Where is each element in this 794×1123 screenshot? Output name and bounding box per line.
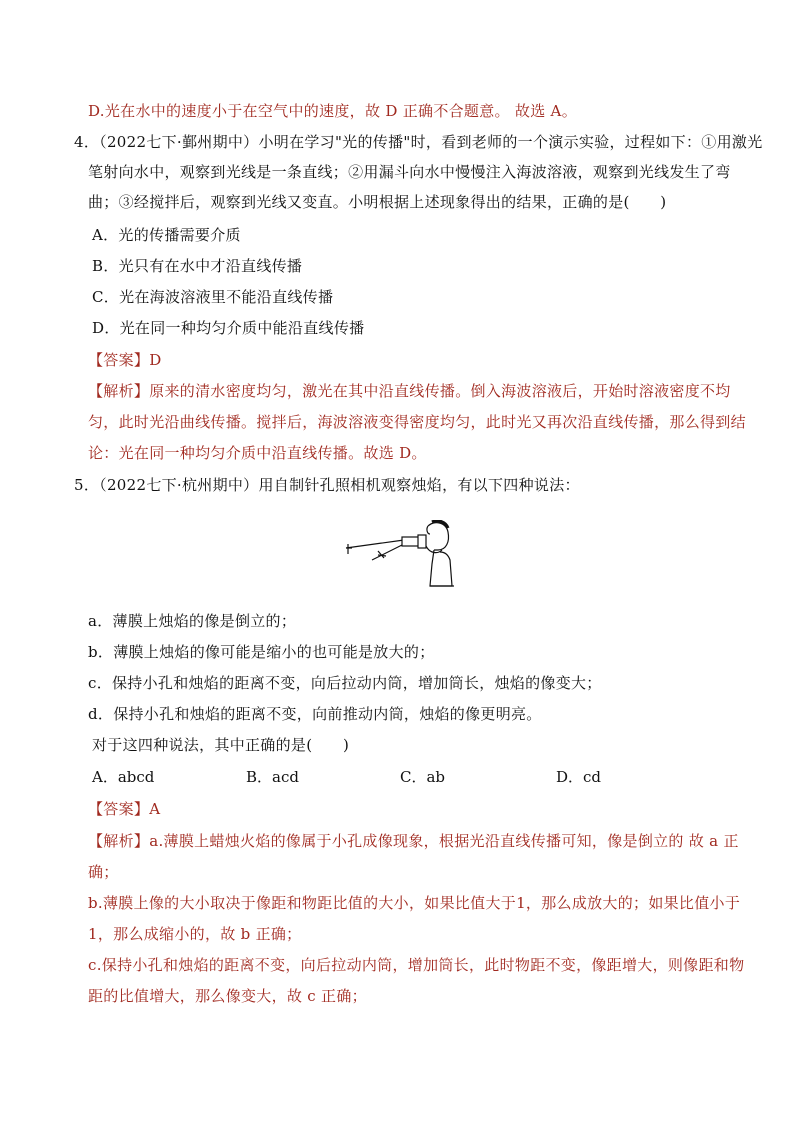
- answer-value: D: [149, 351, 162, 369]
- question-4-stem-line-2: 笔射向水中，观察到光线是一条直线；②用漏斗向水中慢慢注入海波溶液，观察到光线发生了弯: [88, 163, 731, 181]
- question-5-option-b: B．acd: [246, 768, 299, 786]
- prev-explanation-end: D.光在水中的速度小于在空气中的速度，故 D 正确不合题意。 故选 A。: [88, 102, 577, 120]
- explanation-tag: 【解析】: [88, 832, 150, 850]
- answer-value: A: [149, 800, 161, 818]
- question-4-option-a: A．光的传播需要介质: [92, 226, 241, 244]
- question-4-answer: [88, 350, 162, 370]
- question-5-option-c: C．ab: [400, 768, 446, 786]
- pinhole-camera-figure: [342, 520, 462, 592]
- question-5-explanation-line-5: c.保持小孔和烛焰的距离不变，向后拉动内筒，增加筒长，此时物距不变，像距增大，则像距和物: [88, 956, 745, 974]
- answer-tag: 【答案】: [88, 800, 150, 818]
- question-5-option-d: D．cd: [556, 768, 602, 786]
- question-4-option-d: D．光在同一种均匀介质中能沿直线传播: [92, 319, 365, 337]
- question-5-statement-c: c．保持小孔和烛焰的距离不变，向后拉动内筒，增加筒长，烛焰的像变大；: [88, 674, 602, 692]
- answer-tag: 【答案】: [88, 351, 150, 369]
- question-4-stem-line-3: 曲；③经搅拌后，观察到光线又变直。小明根据上述现象得出的结果，正确的是( ): [88, 193, 667, 211]
- question-5-explanation-line-2: 确；: [88, 863, 119, 881]
- question-4-option-b: B．光只有在水中才沿直线传播: [92, 257, 303, 275]
- question-5-statement-d: d．保持小孔和烛焰的距离不变，向前推动内筒，烛焰的像更明亮。: [88, 705, 542, 723]
- explanation-tag: 【解析】: [88, 382, 150, 400]
- question-5-explanation-line-6: 距的比值增大，那么像变大，故 c 正确；: [88, 987, 367, 1005]
- question-4-explanation-line-1: [88, 381, 731, 401]
- question-5-option-a: A．abcd: [92, 768, 155, 786]
- question-5-explanation-line-4: 1，那么成缩小的，故 b 正确；: [88, 925, 302, 943]
- question-5-prompt: 对于这四种说法，其中正确的是( ): [92, 736, 350, 754]
- question-5-statement-a: a．薄膜上烛焰的像是倒立的；: [88, 612, 297, 630]
- question-5-explanation-line-1: [88, 831, 739, 851]
- question-5-statement-b: b．薄膜上烛焰的像可能是缩小的也可能是放大的；: [88, 643, 435, 661]
- question-4-option-c: C．光在海波溶液里不能沿直线传播: [92, 288, 334, 306]
- question-4-explanation-line-3: 论：光在同一种均匀介质中沿直线传播。故选 D。: [88, 444, 427, 462]
- question-5-explanation-line-3: b.薄膜上像的大小取决于像距和物距比值的大小，如果比值大于1，那么成放大的；如果比值小于: [88, 894, 741, 912]
- question-4-stem-line-1: 4．（2022七下·鄞州期中）小明在学习"光的传播"时，看到老师的一个演示实验，过程如下：①用激光: [74, 133, 763, 151]
- explanation-text: a.薄膜上蜡烛火焰的像属于小孔成像现象，根据光沿直线传播可知，像是倒立的 故 a 正: [149, 832, 739, 850]
- question-4-explanation-line-2: 匀，此时光沿曲线传播。搅拌后，海波溶液变得密度均匀，此时光又再次沿直线传播，那么得到结: [88, 413, 746, 431]
- explanation-text: 原来的清水密度均匀，激光在其中沿直线传播。倒入海波溶液后，开始时溶液密度不均: [149, 382, 731, 400]
- question-5-stem: 5．（2022七下·杭州期中）用自制针孔照相机观察烛焰，有以下四种说法：: [74, 476, 580, 494]
- question-5-answer: [88, 799, 160, 819]
